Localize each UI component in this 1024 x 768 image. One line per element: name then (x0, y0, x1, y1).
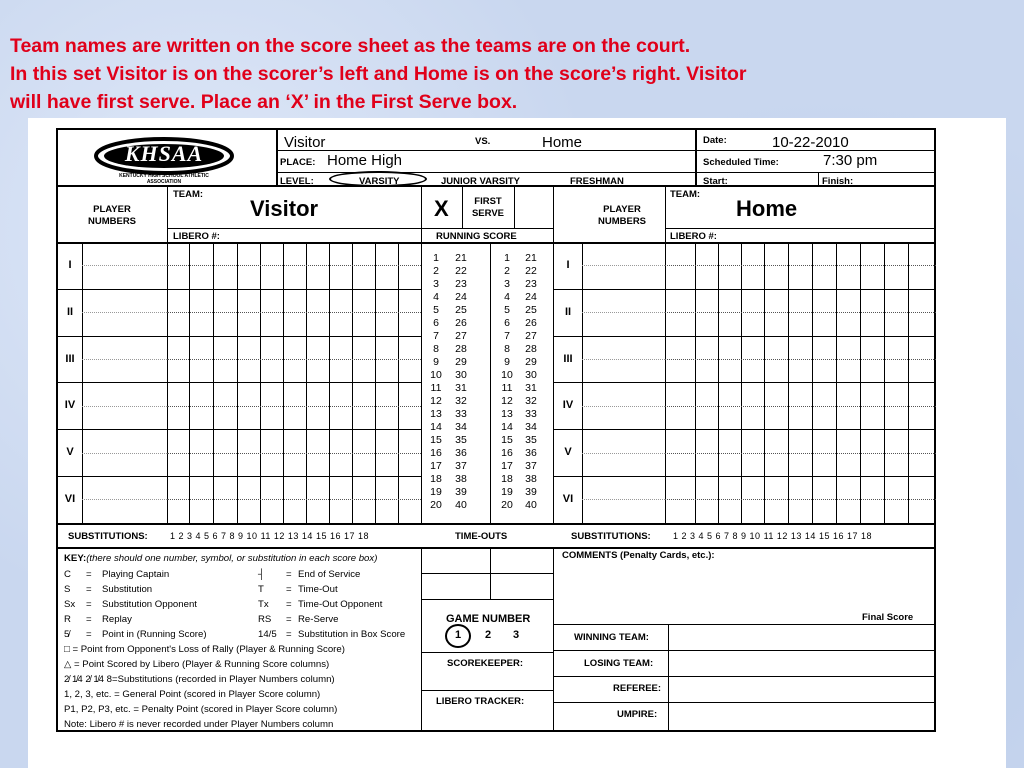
running-score-right-a[interactable]: 19 (501, 486, 513, 498)
running-score-left-a[interactable]: 13 (430, 408, 442, 420)
running-score-right-b[interactable]: 23 (525, 278, 537, 290)
running-score-right-a[interactable]: 6 (504, 317, 510, 329)
running-score-left-b[interactable]: 34 (455, 421, 467, 433)
running-score-right-b[interactable]: 40 (525, 499, 537, 511)
running-score-right-b[interactable]: 36 (525, 447, 537, 459)
home-written: Home (542, 134, 583, 151)
running-score-right-a[interactable]: 2 (504, 265, 510, 277)
running-score-right-b[interactable]: 25 (525, 304, 537, 316)
running-score-right-b[interactable]: 30 (525, 369, 537, 381)
running-score-right-b[interactable]: 33 (525, 408, 537, 420)
running-score-left-a[interactable]: 6 (433, 317, 439, 329)
running-score-right-b[interactable]: 34 (525, 421, 537, 433)
timeouts-label: TIME-OUTS (455, 531, 508, 542)
running-score-right-b[interactable]: 21 (525, 252, 537, 264)
running-score-left-b[interactable]: 29 (455, 356, 467, 368)
running-score-right-b[interactable]: 29 (525, 356, 537, 368)
running-score-left-a[interactable]: 1 (433, 252, 439, 264)
right-rotation-label: III (563, 352, 573, 365)
running-score-left-a[interactable]: 18 (430, 473, 442, 485)
running-score-left-b[interactable]: 39 (455, 486, 467, 498)
key-note-line: 1, 2, 3, etc. = General Point (scored in Player Score column) (64, 689, 321, 700)
key-left-entry: C = Playing Captain (64, 569, 170, 580)
key-note-line: P1, P2, P3, etc. = Penalty Point (scored in Player Score column) (64, 704, 338, 715)
libero-tracker-label: LIBERO TRACKER: (436, 696, 525, 707)
place-value[interactable]: Home High (327, 152, 403, 169)
key-note-line: △ = Point Scored by Libero (Player & Running Score columns) (64, 659, 330, 670)
running-score-right-b[interactable]: 27 (525, 330, 537, 342)
running-score-left-a[interactable]: 12 (430, 395, 442, 407)
game-number-2[interactable]: 2 (485, 629, 492, 641)
running-score-right-b[interactable]: 39 (525, 486, 537, 498)
running-score-left-b[interactable]: 37 (455, 460, 467, 472)
running-score-left-a[interactable]: 3 (433, 278, 439, 290)
running-score-left-a[interactable]: 5 (433, 304, 439, 316)
comments-label: COMMENTS (Penalty Cards, etc.): (562, 550, 715, 561)
running-score-left-a[interactable]: 2 (433, 265, 439, 277)
running-score-right-b[interactable]: 32 (525, 395, 537, 407)
running-score-left-b[interactable]: 25 (455, 304, 467, 316)
scheduled-time-value[interactable]: 7:30 pm (823, 152, 878, 169)
running-score-left-a[interactable]: 9 (433, 356, 439, 368)
running-score-right-a[interactable]: 7 (504, 330, 510, 342)
running-score-left-a[interactable]: 4 (433, 291, 439, 303)
key-title: KEY:(there should one number, symbol, or substitution in each score box) (64, 553, 378, 564)
running-score-left-b[interactable]: 33 (455, 408, 467, 420)
key-right-entry: Tx = Time-Out Opponent (258, 599, 383, 610)
running-score-right-a[interactable]: 16 (501, 447, 513, 459)
finish-label: Finish: (822, 176, 854, 187)
level-varsity[interactable]: VARSITY (359, 176, 400, 187)
key-right-entry: ┤ = End of Service (258, 569, 361, 580)
khsaa-logo-text: KHSAA (124, 141, 204, 166)
running-score-right-a[interactable]: 5 (504, 304, 510, 316)
running-score-right-a[interactable]: 3 (504, 278, 510, 290)
right-rotation-label: VI (562, 493, 574, 505)
running-score-left-a[interactable]: 17 (430, 460, 442, 472)
running-score-left-b[interactable]: 21 (455, 252, 467, 264)
running-score-left-b[interactable]: 38 (455, 473, 467, 485)
running-score-left-a[interactable]: 11 (430, 382, 442, 394)
khsaa-logo (92, 136, 237, 185)
running-score-left-a[interactable]: 20 (430, 499, 442, 511)
left-substitution-numbers: 1 2 3 4 5 6 7 8 9 10 11 12 13 14 15 16 17 18 (170, 531, 369, 541)
right-rotation-label: IV (562, 399, 574, 412)
key-left-entry: 5̸ = Point in (Running Score) (64, 629, 207, 640)
key-left-entry: S = Substitution (64, 584, 153, 595)
right-team-name[interactable]: Home (736, 196, 798, 221)
key-right-entry: T = Time-Out (258, 584, 338, 595)
running-score-right-b[interactable]: 35 (525, 434, 537, 446)
running-score-left-b[interactable]: 23 (455, 278, 467, 290)
game-number-1[interactable]: 1 (455, 629, 462, 641)
caption-line-1: Team names are written on the score sheet as the teams are on the court. (10, 35, 691, 57)
right-substitution-numbers: 1 2 3 4 5 6 7 8 9 10 11 12 13 14 15 16 17 18 (673, 531, 872, 541)
key-left-entry: Sx = Substitution Opponent (64, 599, 197, 610)
key-note-line: □ = Point from Opponent's Loss of Rally (Player & Running Score) (64, 644, 345, 655)
running-score-left-a[interactable]: 15 (430, 434, 442, 446)
running-score-right-b[interactable]: 22 (525, 265, 537, 277)
left-rotation-label: V (66, 446, 74, 459)
first-serve-mark[interactable]: X (434, 196, 449, 221)
running-score-label: RUNNING SCORE (436, 231, 517, 242)
key-note-line: Note: Libero # is never recorded under Player Numbers column (64, 719, 334, 730)
running-score-right-a[interactable]: 10 (501, 369, 513, 381)
left-substitutions-label: SUBSTITUTIONS: (68, 531, 148, 542)
running-score-left-b[interactable]: 22 (455, 265, 467, 277)
running-score-right-a[interactable]: 4 (504, 291, 510, 303)
right-rotation-label: I (566, 259, 570, 271)
left-rotation-label: I (68, 259, 72, 271)
umpire-label: UMPIRE: (617, 709, 658, 720)
right-rotation-label: II (564, 305, 572, 318)
left-team-label: TEAM: (173, 189, 204, 200)
running-score-left-b[interactable]: 32 (455, 395, 467, 407)
key-right-entry: 14/5 = Substitution in Box Score (258, 629, 406, 640)
running-score-right-a[interactable]: 8 (504, 343, 510, 355)
left-libero-label: LIBERO #: (173, 231, 220, 242)
running-score-right-a[interactable]: 9 (504, 356, 510, 368)
khsaa-logo-subtext: KENTUCKY HIGH SCHOOL ATHLETIC ASSOCIATION (119, 173, 209, 185)
right-team-label: TEAM: (670, 189, 701, 200)
running-score-left-b[interactable]: 40 (455, 499, 467, 511)
visitor-written: Visitor (284, 134, 326, 151)
running-score-right-b[interactable]: 38 (525, 473, 537, 485)
running-score-left-a[interactable]: 19 (430, 486, 442, 498)
right-substitutions-label: SUBSTITUTIONS: (571, 531, 651, 542)
left-team-name[interactable]: Visitor (250, 196, 319, 221)
scorekeeper-label: SCOREKEEPER: (447, 658, 524, 669)
left-rotation-label: VI (64, 493, 76, 505)
running-score-left-b[interactable]: 31 (455, 382, 467, 394)
left-rotation-label: II (66, 305, 74, 318)
running-score-right-b[interactable]: 28 (525, 343, 537, 355)
winning-team-label: WINNING TEAM: (574, 632, 649, 643)
running-score-left-b[interactable]: 30 (455, 369, 467, 381)
key-right-entry: RS = Re-Serve (258, 614, 339, 625)
final-score-label: Final Score (862, 612, 914, 623)
running-score-right-a[interactable]: 14 (501, 421, 513, 433)
running-score-left-a[interactable]: 10 (430, 369, 442, 381)
key-left-entry: R = Replay (64, 614, 132, 625)
caption-line-3: will have first serve. Place an ‘X’ in the First Serve box. (10, 91, 518, 113)
right-player-numbers-label: PLAYER NUMBERS (597, 204, 647, 227)
running-score-right-b[interactable]: 24 (525, 291, 537, 303)
place-label: PLACE: (280, 157, 316, 168)
instruction-caption (10, 32, 1010, 116)
running-score-right-a[interactable]: 1 (504, 252, 510, 264)
running-score-right-b[interactable]: 37 (525, 460, 537, 472)
scheduled-time-label: Scheduled Time: (703, 157, 779, 168)
caption-line-2: In this set Visitor is on the scorer’s left and Home is on the score’s right. Visitor (10, 63, 747, 85)
right-libero-label: LIBERO #: (670, 231, 717, 242)
first-serve-label: FIRST SERVE (471, 196, 505, 219)
key-note-line: 2̸ 1̸4 2̸ 1̸4 8=Substitutions (recorded in Player Numbers column) (64, 674, 335, 685)
date-value[interactable]: 10-22-2010 (772, 134, 849, 151)
running-score-left-a[interactable]: 8 (433, 343, 439, 355)
left-rotation-label: IV (64, 399, 76, 412)
right-rotation-label: V (564, 446, 572, 459)
running-score-left-b[interactable]: 26 (455, 317, 467, 329)
running-score-right-a[interactable]: 17 (501, 460, 513, 472)
running-score-right-b[interactable]: 31 (525, 382, 537, 394)
level-freshman[interactable]: FRESHMAN (570, 176, 624, 187)
running-score-left-b[interactable]: 28 (455, 343, 467, 355)
running-score-right-a[interactable]: 18 (501, 473, 513, 485)
running-score-right-a[interactable]: 12 (501, 395, 513, 407)
running-score-left-b[interactable]: 24 (455, 291, 467, 303)
referee-label: REFEREE: (613, 683, 662, 694)
left-rotation-label: III (65, 352, 75, 365)
level-junior-varsity[interactable]: JUNIOR VARSITY (441, 176, 521, 187)
losing-team-label: LOSING TEAM: (584, 658, 654, 669)
running-score-left-b[interactable]: 36 (455, 447, 467, 459)
date-label: Date: (703, 135, 727, 146)
running-score-left-b[interactable]: 27 (455, 330, 467, 342)
running-score-left-a[interactable]: 16 (430, 447, 442, 459)
running-score-right-a[interactable]: 15 (501, 434, 513, 446)
running-score-right-b[interactable]: 26 (525, 317, 537, 329)
start-label: Start: (703, 176, 728, 187)
game-number-3[interactable]: 3 (513, 629, 520, 641)
left-player-numbers-label: PLAYER NUMBERS (87, 204, 137, 227)
running-score-right-a[interactable]: 13 (501, 408, 513, 420)
running-score-left-a[interactable]: 7 (433, 330, 439, 342)
running-score-left-a[interactable]: 14 (430, 421, 442, 433)
running-score-right-a[interactable]: 11 (501, 382, 513, 394)
level-label: LEVEL: (280, 176, 314, 187)
game-number-label: GAME NUMBER (446, 613, 531, 625)
running-score-right-a[interactable]: 20 (501, 499, 513, 511)
running-score-left-b[interactable]: 35 (455, 434, 467, 446)
vs-label: VS. (475, 136, 491, 147)
